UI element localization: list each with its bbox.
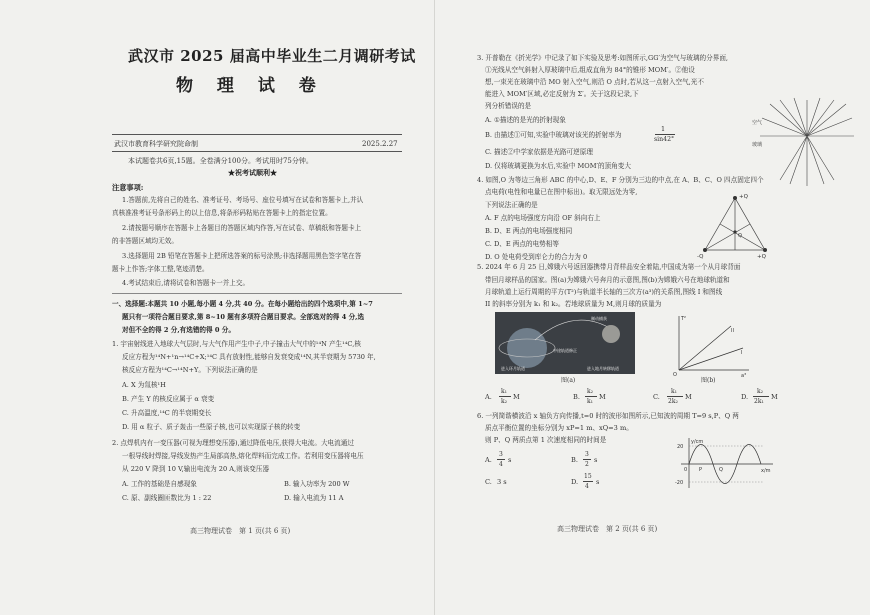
q4-charge-center: Q — [738, 233, 742, 239]
q5-figure-b — [671, 312, 751, 378]
q4-stem: 4. 如图,O 为等边三角形 ABC 的中心,D、E、F 分别为三边的中点,在 A、B、C、O 四点固定四个 — [477, 176, 764, 184]
q3-option-a: A. ①描述的是光的折射现象 — [485, 116, 566, 124]
q2-option-a: A. 工作的基础是自感现象 — [122, 480, 197, 488]
q5-fig-a-label: 图(a) — [561, 377, 576, 384]
q5-fig-a-text: 进入地月转移轨道 — [587, 366, 619, 371]
q4-charge-right: +Q — [757, 254, 766, 260]
q3-option-c: C. 描述②中学家依据是光路可逆原理 — [485, 148, 593, 156]
q3-stem: ①光线从空气斜射入厚玻璃中后,组成直角为 84°的锥形 MOM′。②他设 — [485, 66, 695, 74]
q5-stem: 带回月球样品的国家。图(a)为嫦娥六号奔月的示意图,图(b)为嫦娥六号在地球轨道和 — [485, 276, 730, 284]
note-line: 4.考试结束后,请将试卷和答题卡一并上交。 — [122, 279, 250, 287]
q2-stem: 2. 点焊机内有一变压器(可视为理想变压器),通过降低电压,获得大电流。大电流通过 — [112, 439, 354, 447]
section-instruction: 一、选择题:本题共 10 小题,每小题 4 分,共 40 分。在每小题给出的四个选项中,第 1~7 — [112, 300, 373, 308]
q2-stem: 从 220 V 降到 10 V,输出电流为 20 A,则该变压器 — [122, 465, 270, 473]
q6-point-p: P — [699, 467, 703, 473]
q6-stem: 质点平衡位置的坐标分别为 xP=1 m、xQ=3 m。 — [485, 424, 633, 432]
q1-option-a: A. X 为氚核¹H — [122, 381, 166, 389]
q6-y-label: y/cm — [691, 439, 704, 445]
q4-stem: 点电荷(电性和电量已在图中标出)。取无限远处为零, — [485, 188, 638, 196]
q6-amp-top: 20 — [677, 444, 684, 450]
q5-fig-b-x: a³ — [741, 373, 747, 378]
q1-option-d: D. 用 α 粒子、质子轰击一些原子核,也可以实现原子核的转变 — [122, 423, 301, 431]
note-line: 题卡上作答;字体工整,笔迹清楚。 — [112, 265, 209, 273]
note-line: 的非答题区域均无效。 — [112, 237, 178, 245]
q5-fig-b-origin: O — [673, 372, 677, 378]
q5-fig-b-line2: II — [731, 328, 734, 334]
q1-stem: 反应方程为¹⁴N+¹n→¹⁴C+X;¹⁴C 具有放射性,能够自发衰变成¹⁴N,其半衰期为 5730 年, — [122, 353, 376, 361]
q3-glass-label: 玻璃 — [752, 142, 763, 148]
q4-charge-left: -Q — [697, 254, 704, 260]
q1-stem: 核反应方程为¹⁴C→¹⁴N+Y。下列说法正确的是 — [122, 366, 258, 374]
note-line: 2.请按题号顺序在答题卡上各题目的答题区域内作答,写在试卷、草稿纸和答题卡上 — [122, 224, 362, 232]
org-line: 武汉市教育科学研究院命制 — [114, 140, 198, 148]
q6-wave-figure — [675, 436, 775, 492]
q3-option-b: B. 由描述①可知,实验中玻璃对该光的折射率为 — [485, 131, 622, 139]
q5-figure-a — [495, 312, 635, 374]
q4-charge-top: +Q — [739, 194, 748, 200]
exam-title: 武汉市 2025 届高中毕业生二月调研考试 — [128, 47, 416, 65]
page-footer: 高三物理试卷 第 2 页(共 6 页) — [557, 525, 658, 533]
q2-option-c: C. 原、副线圈匝数比为 1 : 22 — [122, 494, 212, 502]
q6-stem: 6. 一列简谐横波沿 x 轴负方向传播,t=0 时的波形如图所示,已知波的周期 T=9 s,P、Q 两 — [477, 412, 739, 420]
page-2: 3. 开普勒在《折光学》中记录了如下实验及思考:如图所示,GG′为空气与玻璃的分界面, ①光线从空气斜射入厚玻璃中后,组成直角为 84°的锥形 MOM′。②他设 想,一束光在玻璃中沿 MO 射入空气,则沿 O 点时,若从这一点射入空气,光不 能进入 MOM′区域,必定反射为 Σ′。关于这段记录,下 列分析错误的是 A. ①描述的是光的折射现象 B. 由描述①可知,实验中玻璃对该光的折射率为 1 sin42° C. 描述②中学家依据是光路可逆原理 D. 仅将玻璃更换为水后,实验中 MOM′的顶角变大 空气 玻璃 4. 如图,O 为等边三角形 ABC 的中心,D、E、F 分别为三边的中点,在 A、B、C、O 四点固定四个 点电荷(电性和电量已在图中标出)。取无限远处为零, 下列说法正确的是 A. F 点的电场强度方向沿 OF 斜向右上 B. D、E 两点的电场强度相同 C. D、E 两点的电势相等 D. O 处电荷受到库仑力的合力为 0 +Q -Q +Q Q 5. 2024 年 6 月 25 日,嫦娥六号返回器携带月背样品安全着陆,中国成为第一个从月球背面 带回月球样品的国家。图(a)为嫦娥六号奔月的示意图,图(b)为嫦娥六号在地球轨道和 月球轨道上运行周期的平方(T²)与轨道半长轴的三次方(a³)的关系图,图线 I 和图线 II 的斜率分别为 k₁ 和 k₂。若地球质量为 M,则月球的质量为 制动捕获 进入环月轨道 中途轨道修正 进入地月转移轨道 图(a) T² a³ II I O 图(b) A. k₁ k₂ M B. k₂ k₁ M C. k₁ 2k₂ M D. k₂ 2k₁ M 6. 一列简谐横波沿 x 轴负方向传播,t=0 时的波形如图所示,已知波的周期 T=9 s,P、Q 两 质点平衡位置的坐标分别为 xP=1 m、xQ=3 m。 则 P、Q 两质点第 1 次速度相同的时间是 A. 3 4 s B. 3 2 s C. 3 s D. 15 4 s y/cm x/m 20 -20 0 P Q 高三物理试卷 第 2 页(共 6 页) — [435, 0, 870, 615]
q4-triangle-figure — [697, 190, 773, 260]
q3-stem: 想,一束光在玻璃中沿 MO 射入空气,则沿 O 点时,若从这一点射入空气,光不 — [485, 78, 704, 86]
q6-amp-bottom: -20 — [675, 480, 684, 486]
q4-option-c: C. D、E 两点的电势相等 — [485, 240, 559, 248]
good-luck-line: ★祝考试顺利★ — [228, 168, 277, 177]
q5-stem: II 的斜率分别为 k₁ 和 k₂。若地球质量为 M,则月球的质量为 — [485, 300, 662, 308]
q3-option-d: D. 仅将玻璃更换为水后,实验中 MOM′的顶角变大 — [485, 162, 631, 170]
q5-fig-b-y: T² — [681, 316, 687, 322]
q5-fig-a-text: 制动捕获 — [591, 316, 607, 321]
exam-date: 2025.2.27 — [362, 140, 398, 148]
q3-stem: 3. 开普勒在《折光学》中记录了如下实验及思考:如图所示,GG′为空气与玻璃的分界面, — [477, 54, 729, 62]
section-divider — [112, 293, 402, 294]
q6-point-q: Q — [719, 467, 723, 473]
q5-stem: 5. 2024 年 6 月 25 日,嫦娥六号返回器携带月背样品安全着陆,中国成为第一个从月球背面 — [477, 263, 741, 271]
note-line: 1.答题前,先将自己的姓名、准考证号、考场号、座位号填写在试卷和答题卡上,并认 — [122, 196, 364, 204]
q4-option-d: D. O 处电荷受到库仑力的合力为 0 — [485, 253, 588, 261]
q1-option-b: B. 产生 Y 的核反应属于 α 衰变 — [122, 395, 215, 403]
q3-refraction-figure — [750, 96, 862, 188]
q5-fig-b-label: 图(b) — [701, 377, 716, 384]
q2-option-d: D. 输入电流为 11 A — [284, 494, 344, 502]
section-instruction: 对但不全的得 2 分,有选错的得 0 分。 — [122, 326, 235, 334]
section-instruction: 题只有一项符合题目要求,第 8~10 题有多项符合题目要求。全部选对的得 4 分,选 — [122, 313, 365, 321]
exam-info: 本试题卷共6页,15题。全卷满分100分。考试用时75分钟。 — [128, 157, 313, 165]
q1-stem: 1. 宇宙射线进入地球大气层时,与大气作用产生中子,中子撞击大气中的¹⁴N 产生¹⁴C,核 — [112, 340, 361, 348]
q4-option-b: B. D、E 两点的电场强度相同 — [485, 227, 573, 235]
q3-stem: 能进入 MOM′区域,必定反射为 Σ′。关于这段记录,下 — [485, 90, 639, 98]
q3-air-label: 空气 — [752, 120, 763, 126]
header-rule-bottom — [112, 151, 402, 152]
exam-subtitle: 物 理 试 卷 — [176, 76, 325, 96]
q5-fig-a-text: 进入环月轨道 — [501, 366, 525, 371]
q3-formula-num: 1 — [661, 125, 666, 133]
note-line: 3.选择题用 2B 铅笔在答题卡上把所选答案的标号涂黑;非选择题用黑色签字笔在答 — [122, 252, 362, 260]
q2-stem: 一根导线时焊接,导线发热产生局部高热,熔化焊料而完成工作。若利用变压器将电压 — [122, 452, 364, 460]
page-footer: 高三物理试卷 第 1 页(共 6 页) — [190, 527, 291, 535]
q5-fig-a-text: 中途轨道修正 — [553, 348, 577, 353]
q4-stem: 下列说法正确的是 — [485, 201, 538, 209]
q6-stem: 则 P、Q 两质点第 1 次速度相同的时间是 — [485, 436, 607, 444]
note-line: 真核准准考证号条形码上的以上信息,将条形码粘贴在答题卡上的指定位置。 — [112, 209, 332, 217]
q5-stem: 月球轨道上运行周期的平方(T²)与轨道半长轴的三次方(a³)的关系图,图线 I 和图线 — [485, 288, 723, 296]
notes-title: 注意事项: — [112, 183, 144, 192]
q3-stem: 列分析错误的是 — [485, 102, 532, 110]
q5-fig-b-line1: I — [741, 350, 743, 356]
q6-origin: 0 — [684, 467, 688, 473]
q3-formula-den: sin42° — [654, 136, 675, 143]
q6-x-label: x/m — [761, 468, 771, 474]
header-rule-top — [112, 134, 402, 135]
q4-option-a: A. F 点的电场强度方向沿 OF 斜向右上 — [485, 214, 601, 222]
q1-option-c: C. 升高温度,¹⁴C 的半衰期变长 — [122, 409, 212, 417]
q2-option-b: B. 输入功率为 200 W — [284, 480, 350, 488]
